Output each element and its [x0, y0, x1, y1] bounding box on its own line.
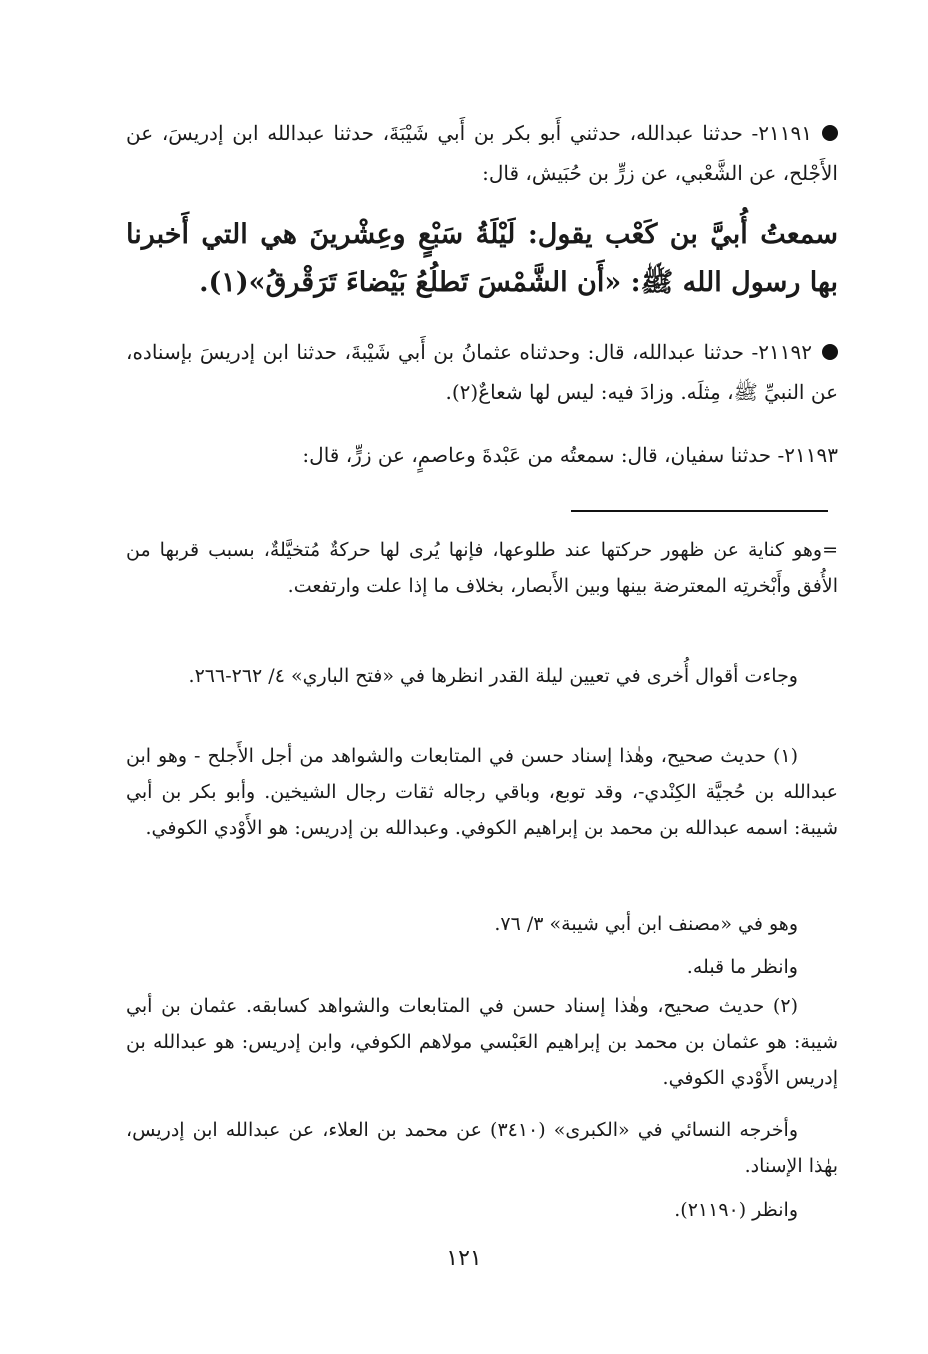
footnote-2-see-text: وانظر (٢١١٩٠).	[674, 1199, 798, 1221]
footnote-1-see	[126, 949, 838, 985]
footnote-1	[126, 738, 838, 846]
footnote-other-sayings	[126, 658, 838, 694]
footnote-continuation-text: =وهو كناية عن ظهور حركتها عند طلوعها، فإنها يُرى لها حركةٌ مُتخيَّلةٌ، بسبب قربها من الأُفق وأَبْخرتِه المعترضة بينها وبين الأَبصار، بخلاف ما إذا علت وارتفعت.	[126, 539, 838, 597]
hadith-21193-text: ٢١١٩٣- حدثنا سفيان، قال: سمعتُه من عَبْدةَ وعاصمٍ، عن زرٍّ، قال:	[302, 443, 838, 467]
footnote-1-see-text: وانظر ما قبله.	[686, 956, 798, 978]
hadith-21191-quote	[126, 211, 838, 307]
footnote-2-text: (٢) حديث صحيح، وهٰذا إسناد حسن في المتابعات والشواهد كسابقه. عثمان بن أبي شيبة: هو عثمان بن محمد بن إبراهيم العَبْسي مولاهم الكوفي، وابن إدريس: هو عبدالله بن إدريس الأَوْدي الكوفي.	[126, 995, 838, 1089]
footnote-2	[126, 988, 838, 1096]
hadith-21191	[126, 113, 838, 193]
footnote-2-nasai	[126, 1112, 838, 1184]
footnote-other-sayings-text: وجاءت أقوال أُخرى في تعيين ليلة القدر انظرها في «فتح الباري» ٤/ ٢٦٢-٢٦٦.	[188, 665, 798, 687]
footnote-separator	[571, 510, 828, 512]
hadith-21191-text: ٢١١٩١- حدثنا عبدالله، حدثني أَبو بكر بن أَبي شَيْبَةَ، حدثنا عبدالله ابن إدريسَ، عن الأَجْلح، عن الشَّعْبي، عن زرٍّ بن حُبَيش، قال:	[126, 121, 838, 185]
footnote-2-see	[126, 1192, 838, 1228]
hadith-21192-text: ٢١١٩٢- حدثنا عبدالله، قال: وحدثناه عثمانُ بن أَبي شَيْبةَ، حدثنا ابن إدريسَ بإسناده، عن النبيِّ ﷺ، مِثلَه. وزادَ فيه: ليس لها شعاعٌ(٢).	[126, 340, 838, 404]
bullet-dot-icon	[822, 125, 838, 141]
footnote-1-text: (١) حديث صحيح، وهٰذا إسناد حسن في المتابعات والشواهد من أجل الأَجلح - وهو ابن عبدالله بن حُجيَّة الكِنْدي-، وقد توبع، وباقي رجاله ثقات رجال الشيخين. وأبو بكر بن أبي شيبة: اسمه عبدالله بن محمد بن إبراهيم الكوفي. وعبدالله بن إدريس: هو الأَوْدي الكوفي.	[126, 745, 838, 839]
page-number: ١٢١	[446, 1246, 482, 1271]
footnote-continuation	[126, 532, 838, 604]
hadith-21193	[126, 435, 838, 475]
hadith-21191-quote-text: سمعتُ أُبيَّ بن كَعْب يقول: لَيْلَةُ سَبْعٍ وعِشْرينَ هي التي أَخبرنا بها رسول الله ﷺ: «أَن الشَّمْسَ تَطلُعُ بَيْضاءَ تَرَقْرقُ»(١).	[126, 219, 838, 298]
hadith-21192	[126, 332, 838, 412]
footnote-1-musannaf-text: وهو في «مصنف ابن أبي شيبة» ٣/ ٧٦.	[494, 913, 798, 935]
footnote-1-musannaf	[126, 906, 838, 942]
bullet-dot-icon	[822, 344, 838, 360]
footnote-2-nasai-text: وأخرجه النسائي في «الكبرى» (٣٤١٠) عن محمد بن العلاء، عن عبدالله ابن إدريس، بهٰذا الإسناد.	[126, 1119, 838, 1177]
